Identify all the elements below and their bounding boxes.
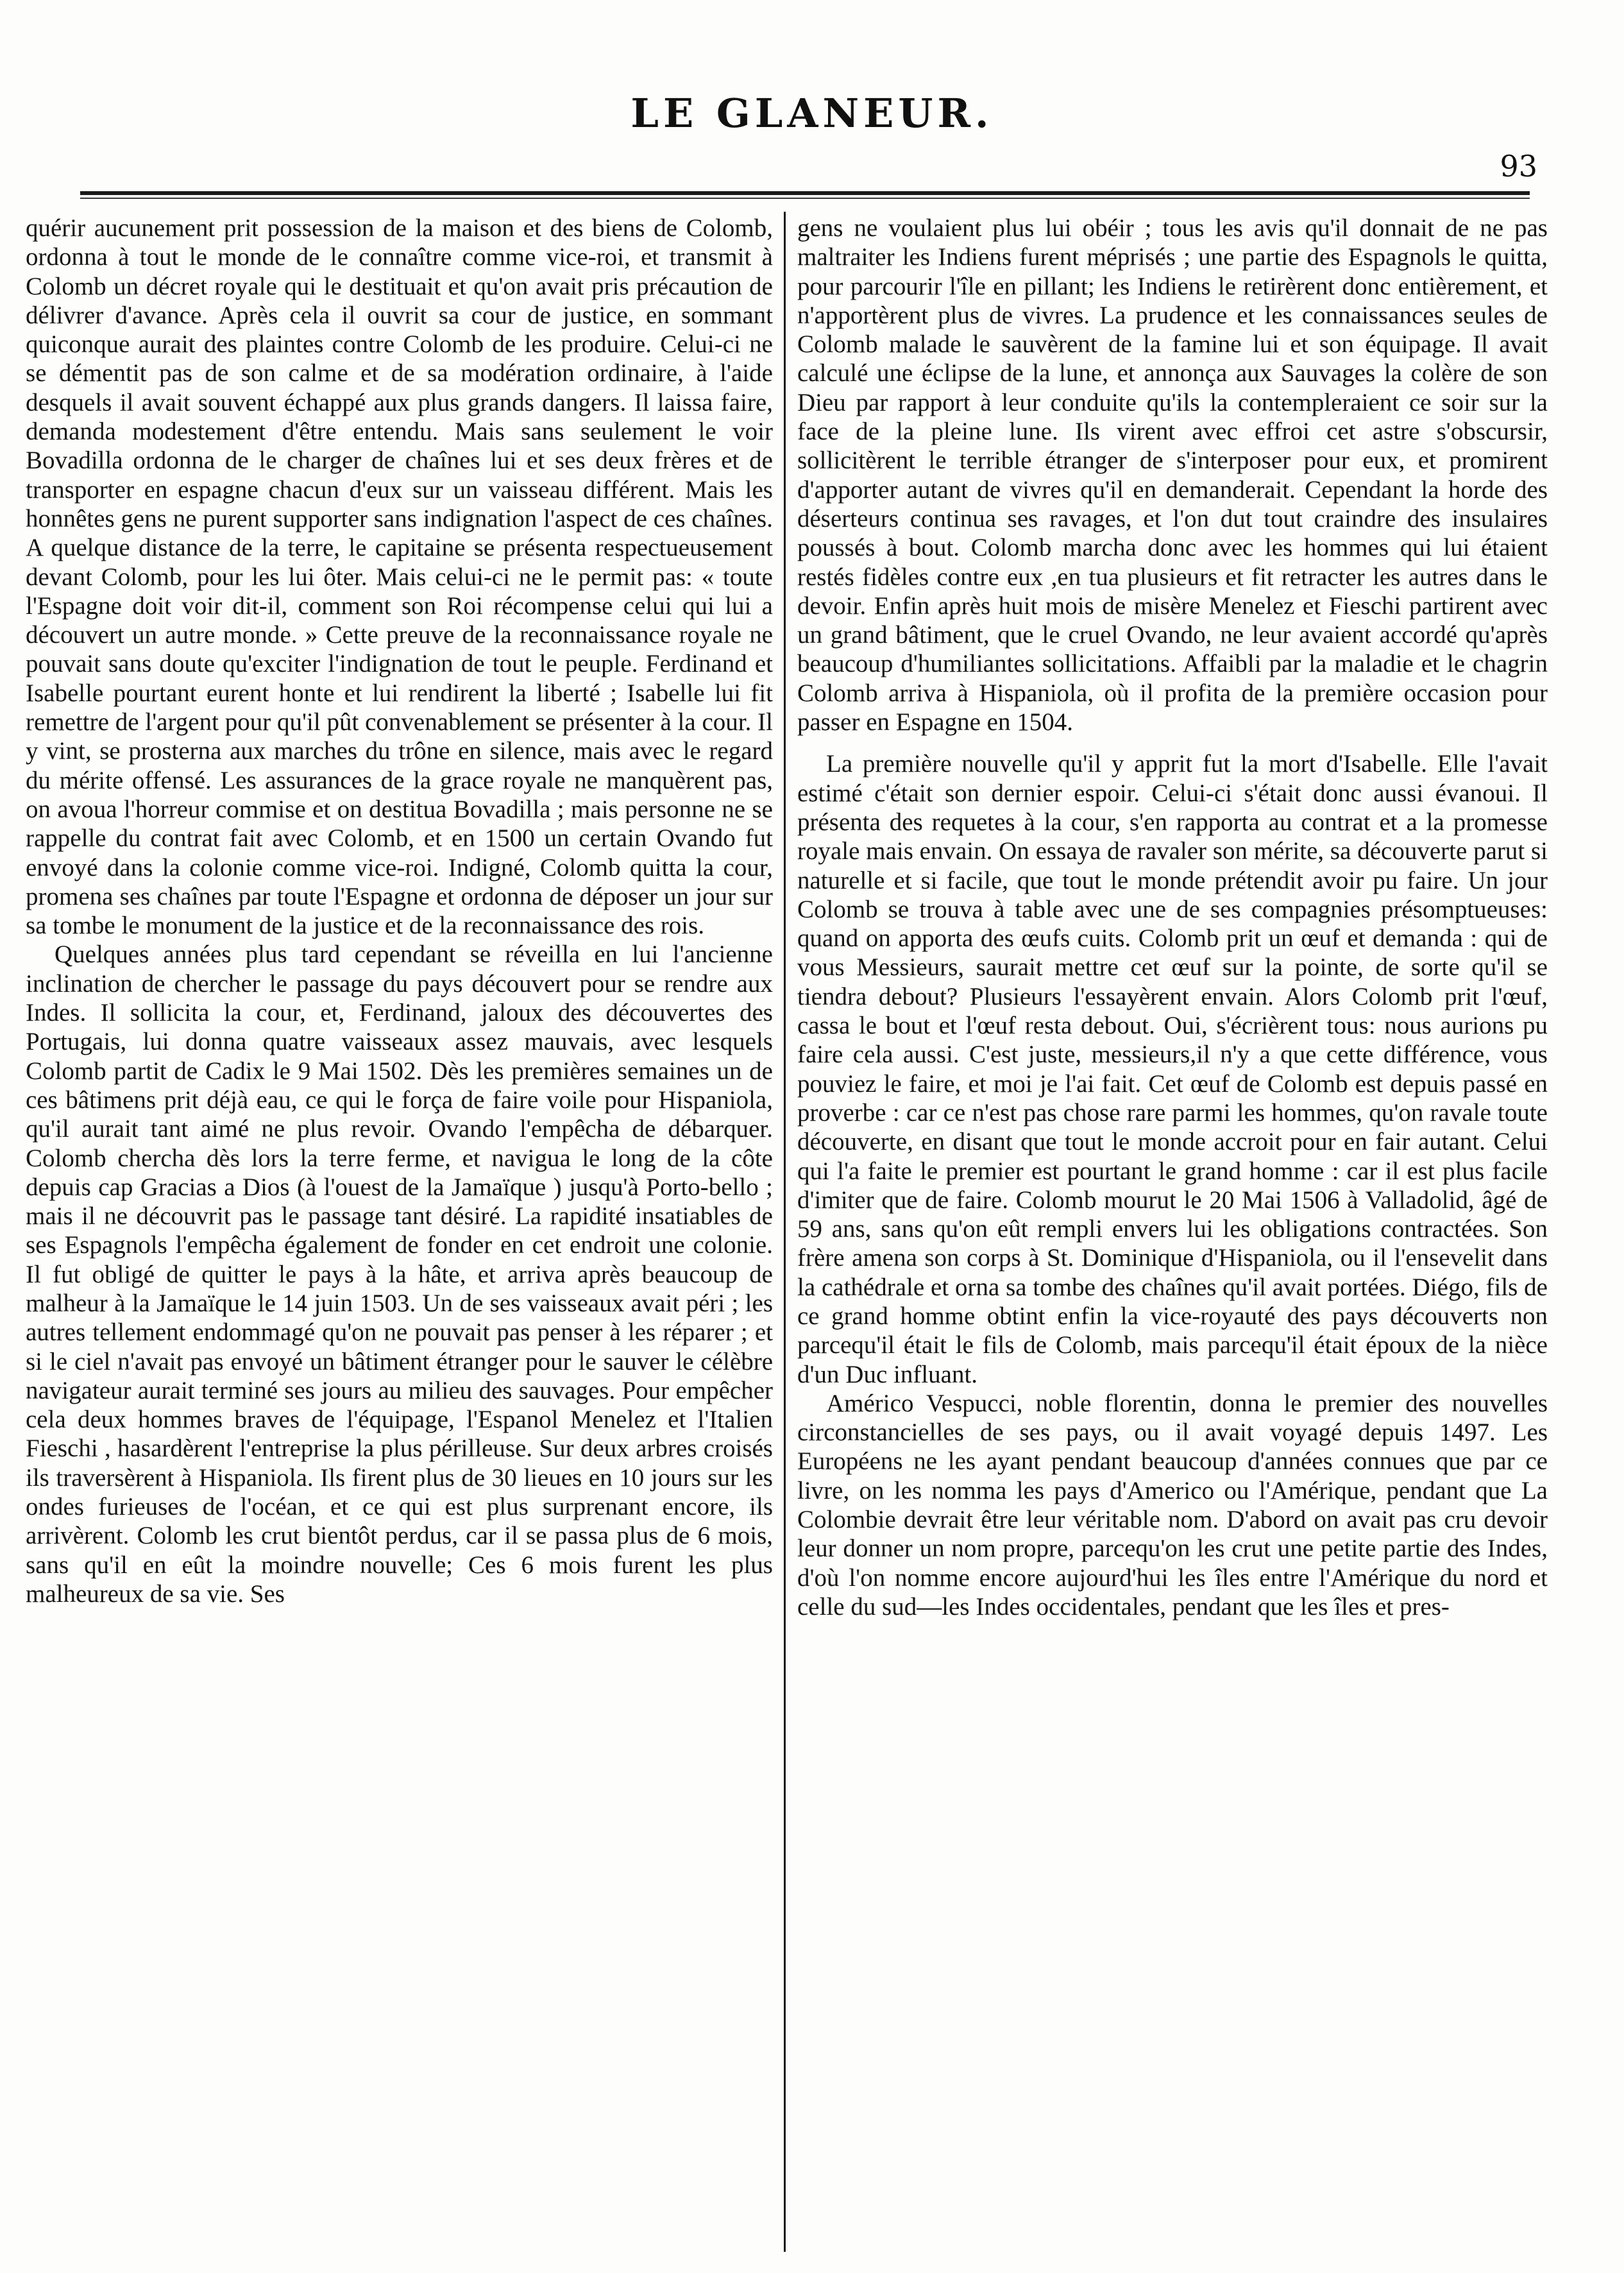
paragraph: Quelques années plus tard cependant se réveilla en lui l'ancienne inclination de chercher le passage du pays découvert pour se rendre aux Indes. Il sollicita la cour, et, Ferdinand, jaloux des découvertes des Portugais, lui donna quatre vaisseaux assez mauvais, avec lesquels Colomb partit de Cadix le 9 Mai 1502. Dès les premières semaines un de ces bâtimens prit déjà eau, ce qui le força de faire voile pour Hispaniola, qu'il aurait tant aimé ne plus revoir. Ovando l'empêcha de débarquer. Colomb chercha dès lors la terre ferme, et navigua le long de la côte depuis cap Gracias a Dios (à l'ouest de la Jamaïque ) jusqu'à Porto-bello ; mais il ne découvrit pas le passage tant désiré. La rapidité insatiables de ses Espagnols l'empêcha également de fonder en cet endroit une colonie. Il fut obligé de quitter le pays à la hâte, et arriva après beaucoup de malheur à la Jamaïque le 14 juin 1503. Un de ses vaisseaux avait péri ; les autres tellement endommagé qu'on ne pouvait pas penser à les réparer ; et si le ciel n'avait pas envoyé un bâtiment étranger pour le sauver le célèbre navigateur aurait terminé ses jours au milieu des sauvages. Pour empêcher cela deux hommes braves de l'équipage, l'Espanol Menelez et l'Italien Fieschi , hasardèrent l'entreprise la plus périlleuse. Sur deux arbres croisés ils traversèrent à Hispaniola. Ils firent plus de 30 lieues en 10 jours sur les ondes furieuses de l'océan, et ce qui est plus surprenant encore, ils arrivèrent. Colomb les crut bientôt perdus, car il se passa plus de 6 mois, sans qu'il en eût la moindre nouvelle; Ces 6 mois furent les plus malheureux de sa vie. Ses xyxy=(26,941,773,1608)
paragraph: gens ne voulaient plus lui obéir ; tous les avis qu'il donnait de ne pas maltraiter les Indiens furent méprisés ; une partie des Espagnols le quitta, pour parcourir l'île en pillant; les Indiens le retirèrent donc entièrement, et n'apportèrent plus de vivres. La prudence et les connaissances seules de Colomb malade le sauvèrent de la famine lui et son équipage. Il avait calculé une éclipse de la lune, et annonça aux Sauvages la colère de son Dieu par rapport à leur conduite qu'ils la contempleraient ce soir sur la face de la pleine lune. Ils virent avec effroi cet astre s'obscursir, sollicitèrent le terrible étranger de s'interposer pour eux, et promirent d'apporter autant de vivres qu'il en demanderait. Cependant la horde des déserteurs continua ses ravages, et l'on dut tout craindre des insulaires poussés à bout. Colomb marcha donc avec les hommes qui lui étaient restés fidèles contre eux ,en tua plusieurs et fit retracter les autres dans le devoir. Enfin après huit mois de misère Menelez et Fieschi partirent avec un grand bâtiment, que le cruel Ovando, ne leur avaient accordé qu'après beaucoup d'humiliantes sollicitations. Affaibli par la maladie et le chagrin Colomb arriva à Hispaniola, où il profita de la première occasion pour passer en Espagne en 1504. xyxy=(797,214,1548,736)
paragraph: quérir aucunement prit possession de la maison et des biens de Colomb, ordonna à tout le monde de le connaître comme vice-roi, et transmit à Colomb un décret royale qui le destituait et qu'on avait pris précaution de délivrer d'avance. Après cela il ouvrit sa cour de justice, en sommant quiconque aurait des plaintes contre Colomb de les produire. Celui-ci ne se démentit pas de son calme et de sa modération ordinaire, à l'aide desquels il avait souvent échappé aux plus grands dangers. Il laissa faire, demanda modestement d'être entendu. Mais sans seulement le voir Bovadilla ordonna de le charger de chaînes lui et ses deux frères et de transporter en espagne chacun d'eux sur un vaisseau différent. Mais les honnêtes gens ne purent supporter sans indignation l'aspect de ces chaînes. A quelque distance de la terre, le capitaine se présenta respectueusement devant Colomb, pour les lui ôter. Mais celui-ci ne le permit pas: « toute l'Espagne doit voir dit-il, comment son Roi récompense celui qui lui a découvert un autre monde. » Cette preuve de la reconnaissance royale ne pouvait sans doute qu'exciter l'indignation de tout le peuple. Ferdinand et Isabelle pourtant eurent honte et lui rendirent la liberté ; Isabelle lui fit remettre de l'argent pour qu'il pût convenablement se présenter à la cour. Il y vint, se prosterna aux marches du trône en silence, mais avec le regard du mérite offensé. Les assurances de la grace royale ne manquèrent pas, on avoua l'horreur commise et on destitua Bovadilla ; mais personne ne se rappelle du contrat fait avec Colomb, et en 1500 un certain Ovando fut envoyé dans la colonie comme vice-roi. Indigné, Colomb quitta la cour, promena ses chaînes par toute l'Espagne et ordonna de déposer un jour sur sa tombe le monument de la justice et de la reconnaissance des rois. xyxy=(26,214,773,940)
right-column xyxy=(797,214,1548,1621)
header-rule xyxy=(80,191,1530,195)
paragraph: La première nouvelle qu'il y apprit fut la mort d'Isabelle. Elle l'avait estimé c'était son dernier espoir. Celui-ci s'était donc aussi évanoui. Il présenta des requetes à la cour, s'en rapporta au contrat et a la promesse royale mais envain. On essaya de ravaler son mérite, sa découverte parut si naturelle et si facile, que tout le monde prétendit avoir pu faire. Un jour Colomb se trouva à table avec une de ses compagnies présomptueuses: quand on apporta des œufs cuits. Colomb prit un œuf et demanda : qui de vous Messieurs, saurait mettre cet œuf sur la pointe, de sorte qu'il se tiendra debout? Plusieurs l'essayèrent envain. Alors Colomb prit l'œuf, cassa le bout et l'œuf resta debout. Oui, s'écrièrent tous: nous aurions pu faire cela aussi. C'est juste, messieurs,il n'y a que cette différence, vous pouviez le faire, et moi je l'ai fait. Cet œuf de Colomb est depuis passé en proverbe : car ce n'est pas chose rare parmi les hommes, qu'on ravale toute découverte, en disant que tout le monde accroit pour en fair autant. Celui qui l'a faite le premier est pourtant le grand homme : car il est plus facile d'imiter que de faire. Colomb mourut le 20 Mai 1506 à Valladolid, âgé de 59 ans, sans qu'on eût rempli envers lui les obligations contractées. Son frère amena son corps à St. Dominique d'Hispaniola, ou il l'ensevelit dans la cathédrale et orna sa tombe des chaînes qu'il avait portées. Diégo, fils de ce grand homme obtint enfin la vice-royauté des pays découverts non parcequ'il était le fils de Colomb, mais parcequ'il était époux de la nièce d'un Duc influant. xyxy=(797,750,1548,1388)
page-title: LE GLANEUR. xyxy=(630,90,994,137)
paragraph: Américo Vespucci, noble florentin, donna le premier des nouvelles circonstancielles de ses pays, ou il avait voyagé depuis 1497. Les Européens ne les ayant pendant beaucoup d'années connues que par ce livre, on les nomma les pays d'Americo ou l'Amérique, pendant que La Colombie devrait être leur véritable nom. D'abord on avait pas cru devoir leur donner un nom propre, parcequ'on les crut une petite partie des Indes, d'où l'on nomme encore aujourd'hui les îles entre l'Amérique du nord et celle du sud—les Indes occidentales, pendant que les îles et pres- xyxy=(797,1389,1548,1621)
left-column xyxy=(26,214,773,1608)
column-divider xyxy=(784,212,786,2252)
header-rule-thin xyxy=(80,198,1530,199)
page-number: 93 xyxy=(1500,149,1537,183)
